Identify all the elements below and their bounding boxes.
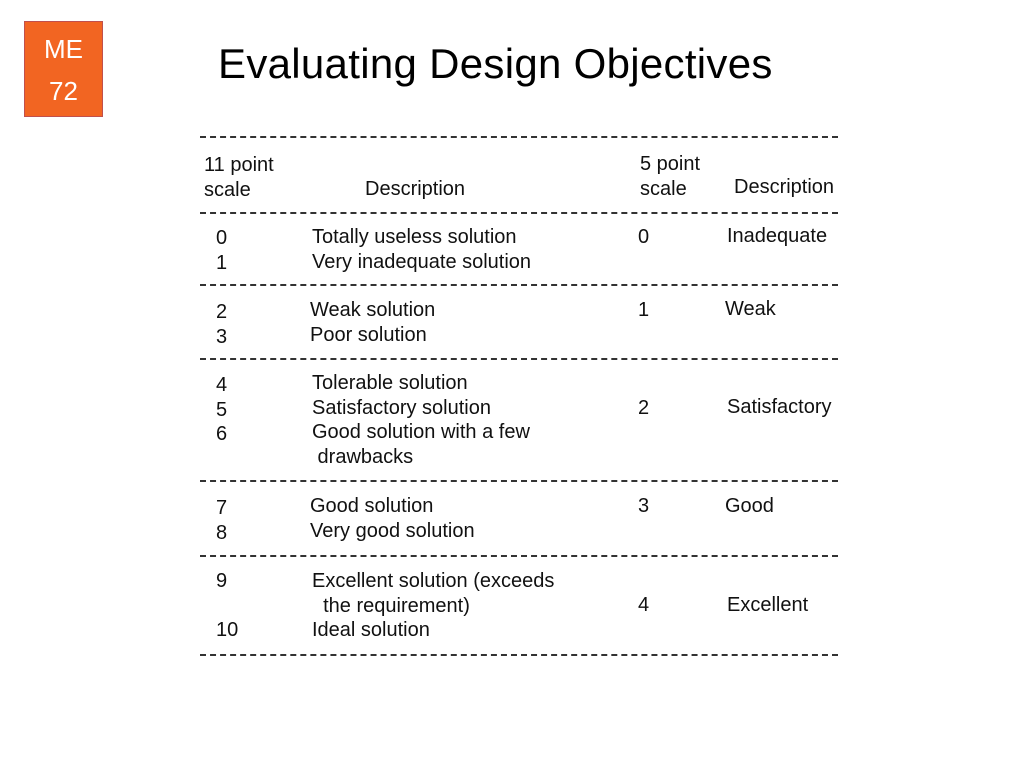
group-2-score-5: 2 — [638, 397, 650, 419]
badge-course-code: ME — [44, 34, 83, 64]
table-divider — [200, 654, 838, 656]
group-4-scores-11: 9 10 — [216, 570, 239, 641]
group-0-descriptions-11: Totally useless solution Very inadequate solution — [312, 226, 532, 273]
group-0-description-5: Inadequate — [727, 225, 828, 247]
group-4-description-5: Excellent — [727, 594, 809, 616]
group-1-score-5: 1 — [638, 299, 650, 321]
table-divider — [200, 480, 838, 482]
group-3-score-5: 3 — [638, 495, 650, 517]
table-divider — [200, 358, 838, 360]
table-divider — [200, 284, 838, 286]
badge-slide-number: 72 — [49, 76, 78, 106]
group-3-scores-11: 7 8 — [216, 497, 228, 544]
group-4-descriptions-11: Excellent solution (exceeds the requirement) Ideal solution — [312, 570, 555, 641]
slide-number-badge — [24, 21, 103, 117]
group-1-description-5: Weak — [725, 298, 776, 320]
group-1-scores-11: 2 3 — [216, 301, 228, 348]
group-2-descriptions-11: Tolerable solution Satisfactory solution Good solution with a few drawbacks — [312, 372, 530, 468]
group-3-description-5: Good — [725, 495, 774, 517]
group-2-description-5: Satisfactory — [727, 396, 832, 418]
header-5-point-scale: 5 point scale — [640, 153, 701, 200]
table-divider — [200, 136, 838, 138]
group-1-descriptions-11: Weak solution Poor solution — [310, 299, 436, 346]
header-11-point-scale: 11 point scale — [204, 154, 274, 201]
header-5-point-description: Description — [734, 176, 835, 198]
table-divider — [200, 212, 838, 214]
slide-title: Evaluating Design Objectives — [218, 40, 773, 87]
group-0-scores-11: 0 1 — [216, 227, 228, 274]
rating-scale-table — [200, 128, 840, 668]
group-0-score-5: 0 — [638, 226, 650, 248]
group-3-descriptions-11: Good solution Very good solution — [310, 495, 475, 542]
group-4-score-5: 4 — [638, 594, 650, 616]
group-2-scores-11: 4 5 6 — [216, 374, 228, 445]
table-divider — [200, 555, 838, 557]
header-11-point-description: Description — [365, 178, 466, 200]
